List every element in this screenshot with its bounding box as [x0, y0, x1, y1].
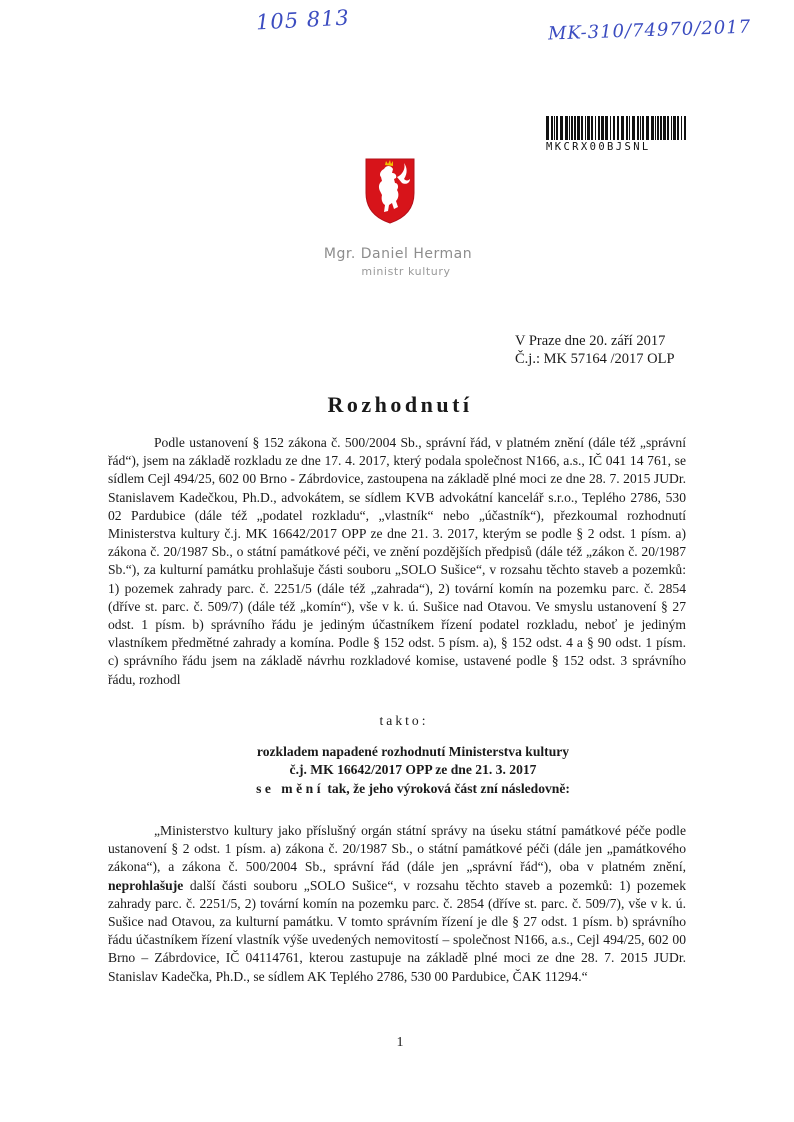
barcode-bar [640, 116, 641, 140]
barcode-bar [646, 116, 649, 140]
minister-name: Mgr. Daniel Herman [323, 246, 473, 262]
verdict-line-2: č.j. MK 16642/2017 OPP ze dne 21. 3. 2017 [289, 762, 537, 777]
barcode-bar [632, 116, 635, 140]
quote-bold-keyword: neprohlašuje [108, 877, 184, 893]
barcode-bar [626, 116, 628, 140]
barcode-bar [681, 116, 682, 140]
barcode-bar [585, 116, 586, 140]
barcode-bar [621, 116, 624, 140]
barcode-bar [574, 116, 576, 140]
quote-part-2: další části souboru „SOLO Sušice“, v rozsahu těchto staveb a pozemků: 1) pozemek zahrady parc. č. 2251/5, 2) tovární komín na pozemku parc. č. 2854 (dříve st. parc. č. 509/7), vše v k. ú. Sušice nad Otavou, za kulturní památku. V tomto správním řízení je dle § 27 odst. 1 písm. b) správního řádu účastníkem řízení vlastník výše uvedených nemovitostí – společnost N166, a.s., Cejl 494/25, 602 00 Brno – Zábrdovice, IČ 04114761, kterou zastupuje na základě plné moci ze dne 28. 7. 2015 JUDr. Stanislav Kadečka, Ph.D., se sídlem AK Teplého 2786, 530 00 Pardubice, ČAK 11294.“ [108, 877, 686, 984]
barcode-bar [655, 116, 656, 140]
handwritten-file-reference: MK-310/74970/2017 [547, 16, 752, 45]
barcode-bar [556, 116, 558, 140]
barcode-bar [577, 116, 580, 140]
reference-number: Č.j.: MK 57164 /2017 OLP [515, 351, 675, 367]
barcode-bar [637, 116, 639, 140]
quote-part-1: „Ministerstvo kultury jako příslušný orgán státní správy na úseku státní památkové péče podle ustanovení § 2 odst. 1 písm. a) zákona č. 20/1987 Sb., o státní památkové péči (dále jen „památkového zákona“), a zákona č. 500/2004 Sb., správní řád (dále jen „správní řád“), oba v platném znění, [108, 823, 686, 875]
barcode-bar [657, 116, 659, 140]
barcode-bar [617, 116, 619, 140]
barcode-bar [663, 116, 666, 140]
minister-title: ministr kultury [361, 265, 451, 278]
document-title: Rozhodnutí [327, 392, 473, 417]
barcode-bar [613, 116, 615, 140]
barcode-bar [629, 116, 630, 140]
barcode-bar [551, 116, 553, 140]
barcode-bar [554, 116, 555, 140]
barcode-bar [569, 116, 570, 140]
barcode-bar [673, 116, 676, 140]
barcode-text: MKCRX00BJSNL [546, 141, 651, 153]
barcode-bar [601, 116, 604, 140]
takto-label: takto: [379, 713, 429, 728]
barcode-bar [677, 116, 679, 140]
barcode-bar [610, 116, 611, 140]
barcode-bar [591, 116, 593, 140]
verdict-line-1: rozkladem napadené rozhodnutí Ministerstva kultury [256, 744, 570, 759]
barcode-bar [587, 116, 590, 140]
verdict-rest: tak, že jeho výroková část zní následovně: [323, 781, 570, 796]
barcode-bar [598, 116, 600, 140]
verdict-keyword: se mění [256, 781, 324, 796]
place-and-date: V Praze dne 20. září 2017 [515, 333, 666, 349]
barcode-bar [671, 116, 672, 140]
barcode-bar [667, 116, 669, 140]
barcode-block [546, 116, 686, 153]
barcode-bar [581, 116, 583, 140]
verdict-line-3 [0, 780, 794, 798]
barcode-bar [571, 116, 573, 140]
barcode-bar [546, 116, 549, 140]
barcode-bar [684, 116, 686, 140]
date-reference-block [515, 332, 675, 368]
quoted-decision [108, 822, 686, 986]
main-paragraph: Podle ustanovení § 152 zákona č. 500/2004 Sb., správní řád, v platném znění (dále též „správní řád“), jsem na základě rozkladu ze dne 17. 4. 2017, který podala společnost N166, a.s., IČ 041 14 761, se sídlem Cejl 494/25, 602 00 Brno - Zábrdovice, zastoupena na základě plné moci ze dne 28. 7. 2015 JUDr. Stanislavem Kadečkou, Ph.D., advokátem, se sídlem KVB advokátní kancelář s.r.o., Teplého 2786, 530 02 Pardubice (dále též „podatel rozkladu“, „vlastník“ nebo „účastník“), přezkoumal rozhodnutí Ministerstva kultury č.j. MK 16642/2017 OPP ze dne 21. 3. 2017, kterým se podle § 2 odst. 1 písm. a) zákona č. 20/1987 Sb., o státní památkové péči, ve znění pozdějších předpisů (dále též „zákon č. 20/1987 Sb.“), za kulturní památku prohlašuje části souboru „SOLO Sušice“, v rozsahu těchto staveb a pozemků: 1) pozemek zahrady parc. č. 2251/5 (dále též „zahrada“), 2) tovární komín na pozemku parc. č. 2854 (dříve st. parc. č. 509/7) (dále též „komín“), vše v k. ú. Sušice nad Otavou. Ve smyslu ustanovení § 27 odst. 1 písm. b) správního řádu je jediným účastníkem řízení podatel rozkladu, neboť je jediným vlastníkem předmětné zahrady a komína. Podle § 152 odst. 5 písm. a), § 152 odst. 4 a § 90 odst. 1 písm. c) správního řádu jsem na základě návrhu rozkladové komise, ustavené podle § 152 odst. 3 správního řádu, rozhodl [108, 435, 686, 687]
barcode-bar [651, 116, 654, 140]
barcode-bar [660, 116, 662, 140]
czech-coat-of-arms-icon [364, 157, 416, 225]
handwritten-registration-number: 105 813 [255, 5, 351, 35]
barcode-bar [565, 116, 568, 140]
barcode-bar [642, 116, 644, 140]
barcode-icon [546, 116, 686, 140]
barcode-bar [605, 116, 608, 140]
page-number: 1 [396, 1035, 404, 1050]
barcode-bar [595, 116, 596, 140]
barcode-bar [560, 116, 563, 140]
